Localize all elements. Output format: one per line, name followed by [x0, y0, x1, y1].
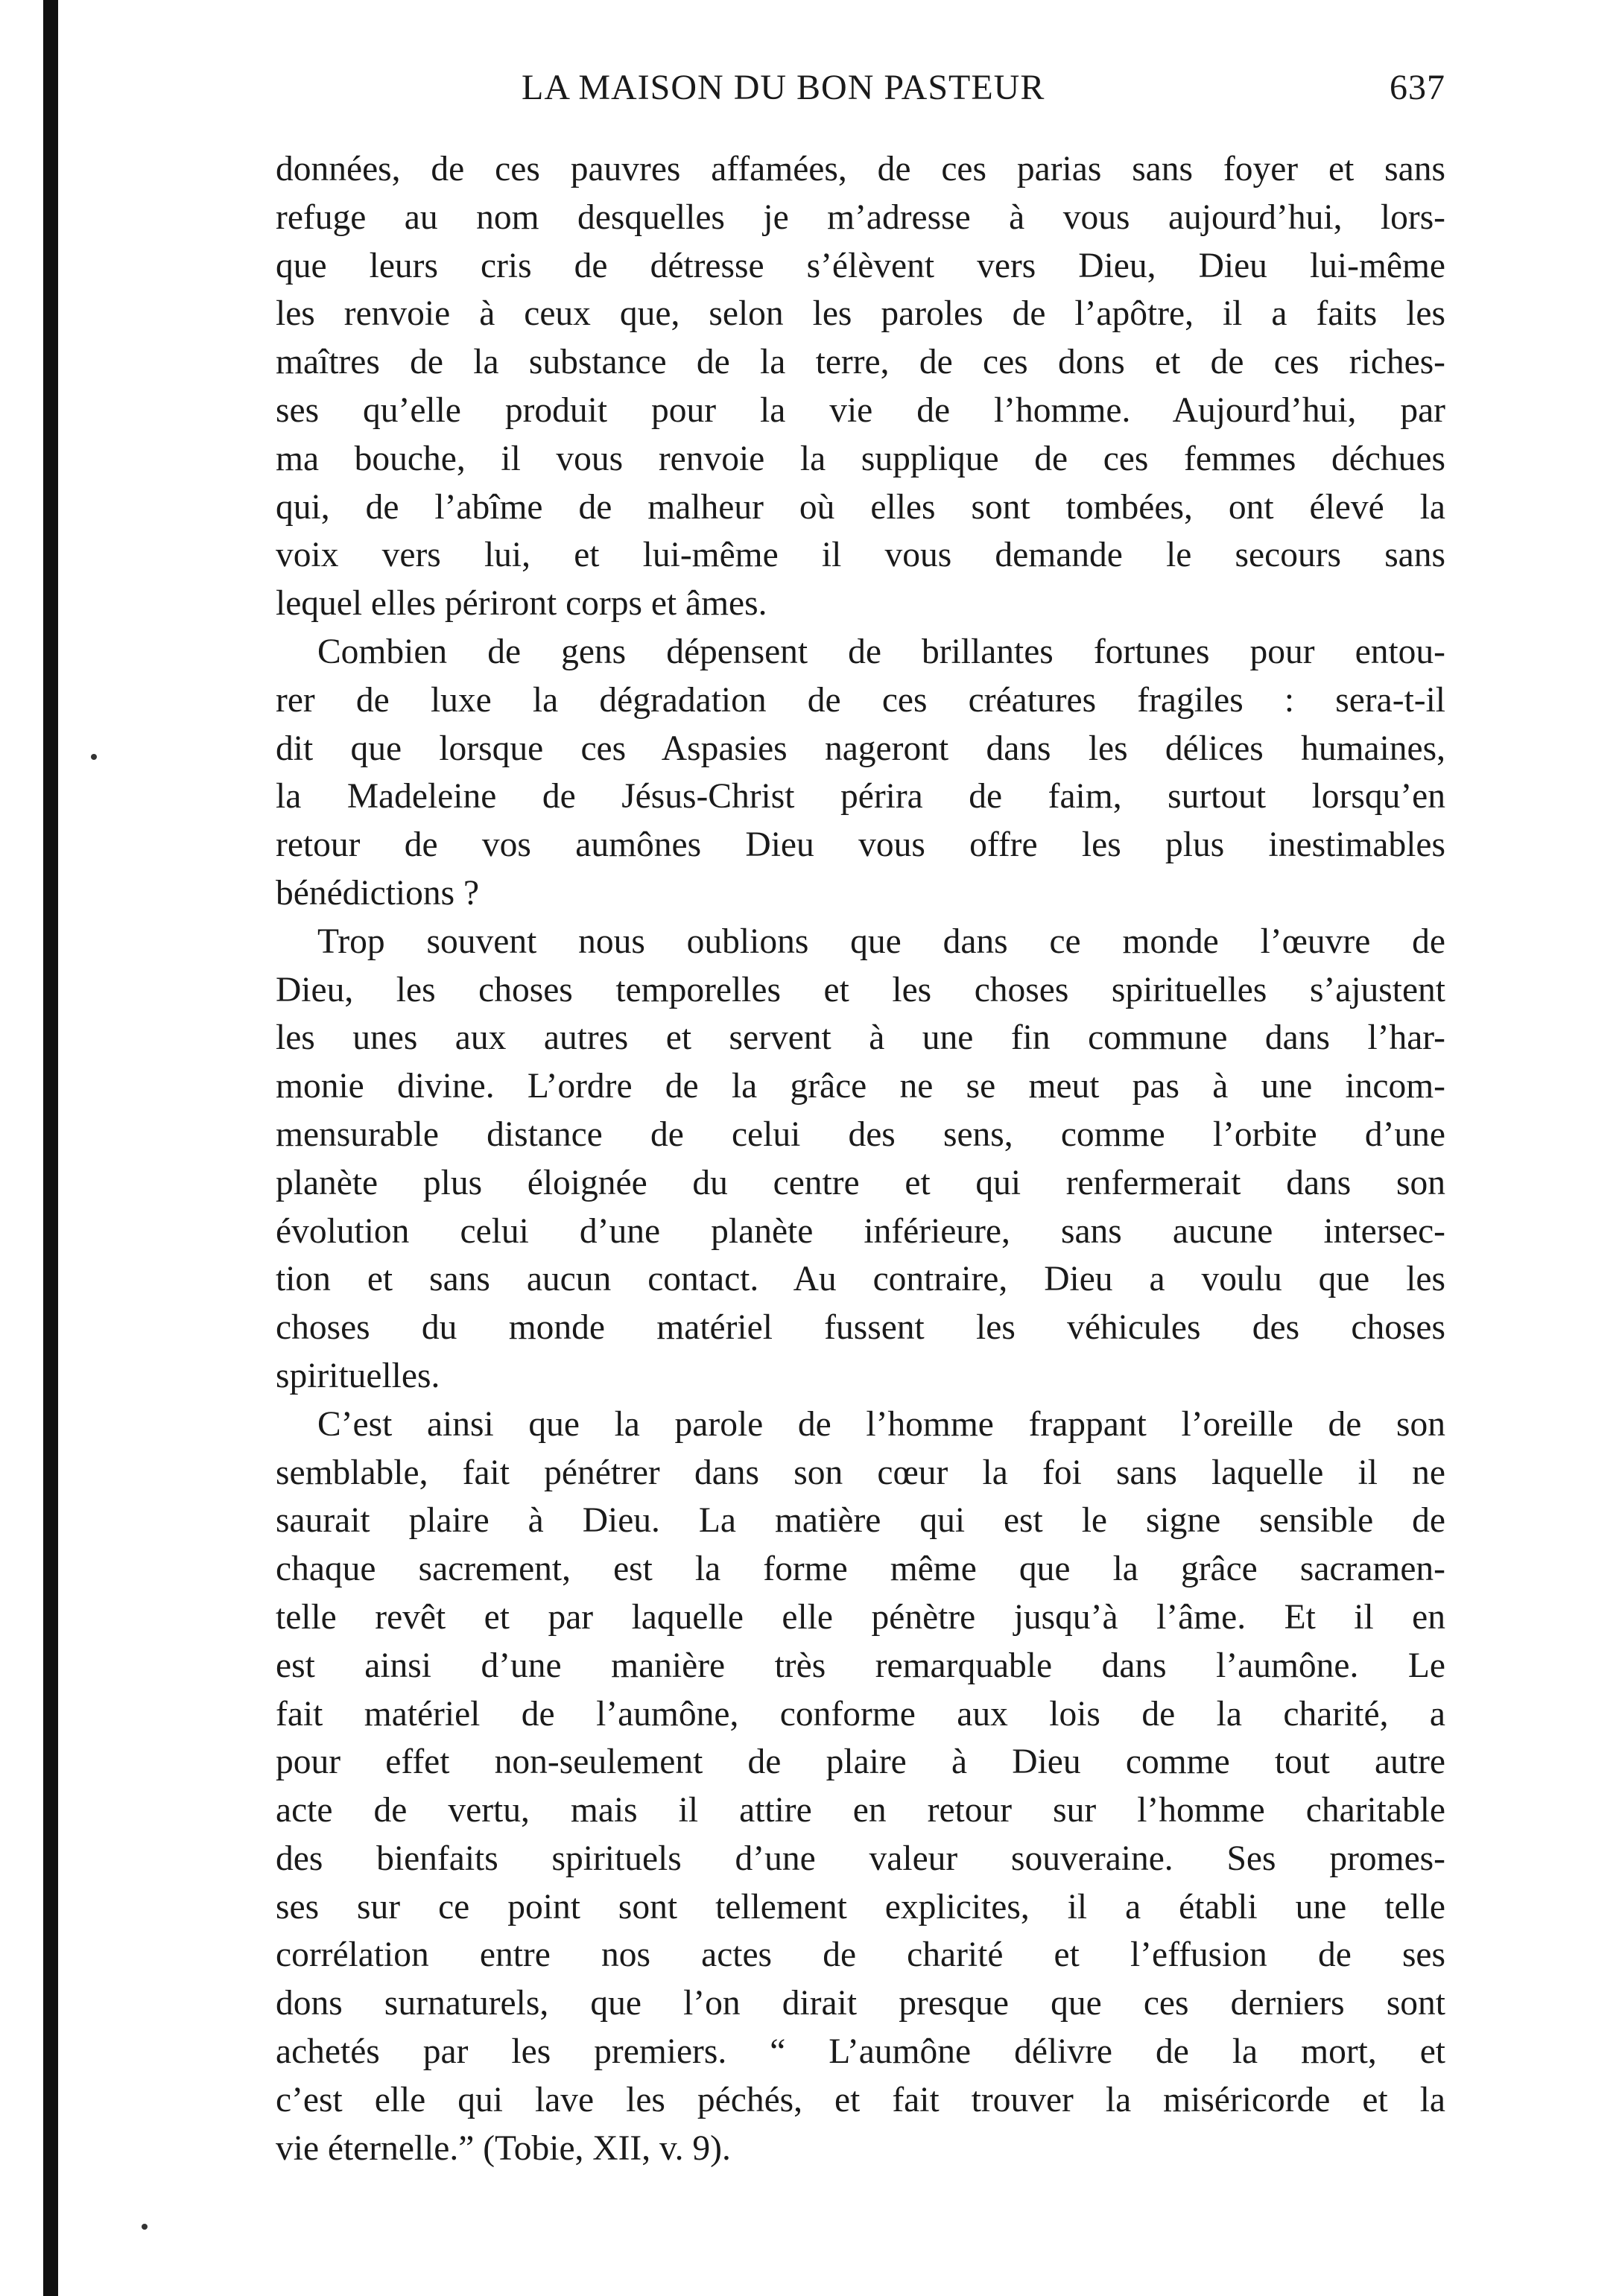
margin-speck [142, 2224, 148, 2230]
body-text [276, 145, 1445, 2172]
text-line: Combien de gens dépensent de brillantes fortunes pour entou- [317, 632, 1445, 671]
text-line: C’est ainsi que la parole de l’homme frappant l’oreille de son [317, 1404, 1445, 1444]
text-line: achetés par les premiers. “ L’aumône délivre de la mort, et [276, 2032, 1445, 2072]
text-line: les renvoie à ceux que, selon les paroles de l’apôtre, il a faits les [276, 294, 1445, 334]
text-line: pour effet non-seulement de plaire à Dieu comme tout autre [276, 1742, 1445, 1782]
text-line: qui, de l’abîme de malheur où elles sont tombées, ont élevé la [276, 487, 1445, 527]
text-line: évolution celui d’une planète inférieure, sans aucune intersec- [276, 1211, 1445, 1251]
text-line: spirituelles. [276, 1356, 440, 1395]
paragraph [276, 628, 1445, 918]
text-line: corrélation entre nos actes de charité et l’effusion de ses [276, 1935, 1445, 1975]
text-line: mensurable distance de celui des sens, comme l’orbite d’une [276, 1114, 1445, 1154]
text-line: données, de ces pauvres affamées, de ces parias sans foyer et sans [276, 150, 1445, 188]
paragraph [276, 145, 1445, 628]
text-line: choses du monde matériel fussent les véhicules des choses [276, 1308, 1445, 1348]
text-line: ses sur ce point sont tellement explicites, il a établi une telle [276, 1887, 1445, 1926]
text-line: tion et sans aucun contact. Au contraire, Dieu a voulu que les [276, 1260, 1445, 1299]
binding-edge [43, 0, 58, 2296]
text-line: chaque sacrement, est la forme même que la grâce sacramen- [276, 1550, 1445, 1589]
text-line: des bienfaits spirituels d’une valeur souveraine. Ses promes- [276, 1839, 1445, 1878]
text-line: est ainsi d’une manière très remarquable dans l’aumône. Le [276, 1646, 1445, 1685]
text-line: fait matériel de l’aumône, conforme aux lois de la charité, a [276, 1694, 1445, 1734]
text-line: que leurs cris de détresse s’élèvent vers Dieu, Dieu lui-même [276, 246, 1445, 285]
paragraph [276, 918, 1445, 1401]
text-line: c’est elle qui lave les péchés, et fait trouver la miséricorde et la [276, 2080, 1445, 2119]
margin-speck [91, 754, 97, 760]
text-line: ma bouche, il vous renvoie la supplique de ces femmes déchues [276, 439, 1445, 478]
text-line: refuge au nom desquelles je m’adresse à vous aujourd’hui, lors- [276, 197, 1445, 237]
text-line: rer de luxe la dégradation de ces créatures fragiles : sera-t-il [276, 680, 1445, 720]
text-line: dons surnaturels, que l’on dirait presque que ces derniers sont [276, 1984, 1445, 2023]
text-line: dit que lorsque ces Aspasies nageront dans les délices humaines, [276, 729, 1445, 768]
running-head [522, 67, 1445, 119]
text-line: bénédictions ? [276, 873, 480, 913]
text-line: maîtres de la substance de la terre, de ces dons et de ces riches- [276, 343, 1445, 382]
page-number: 637 [1390, 68, 1445, 107]
text-line: planète plus éloignée du centre et qui renfermerait dans son [276, 1163, 1445, 1202]
text-line: les unes aux autres et servent à une fin commune dans l’har- [276, 1018, 1445, 1058]
text-line: telle revêt et par laquelle elle pénètre jusqu’à l’âme. Et il en [276, 1597, 1445, 1637]
text-line: Dieu, les choses temporelles et les choses spirituelles s’ajustent [276, 970, 1445, 1009]
text-line: ses qu’elle produit pour la vie de l’homme. Aujourd’hui, par [276, 390, 1445, 430]
running-title: LA MAISON DU BON PASTEUR [522, 68, 1045, 107]
text-line: Trop souvent nous oublions que dans ce monde l’œuvre de [317, 922, 1445, 961]
text-line: retour de vos aumônes Dieu vous offre les plus inestimables [276, 825, 1445, 865]
text-line: la Madeleine de Jésus-Christ périra de faim, surtout lorsqu’en [276, 777, 1445, 816]
text-line: saurait plaire à Dieu. La matière qui est le signe sensible de [276, 1501, 1445, 1541]
text-line: voix vers lui, et lui-même il vous demande le secours sans [276, 536, 1445, 575]
text-line: acte de vertu, mais il attire en retour sur l’homme charitable [276, 1791, 1445, 1830]
text-line: monie divine. L’ordre de la grâce ne se meut pas à une incom- [276, 1067, 1445, 1106]
text-line: semblable, fait pénétrer dans son cœur la foi sans laquelle il ne [276, 1453, 1445, 1492]
paragraph [276, 1401, 1445, 2173]
text-line: vie éternelle.” (Tobie, XII, v. 9). [276, 2128, 731, 2168]
text-line: lequel elles périront corps et âmes. [276, 584, 767, 624]
